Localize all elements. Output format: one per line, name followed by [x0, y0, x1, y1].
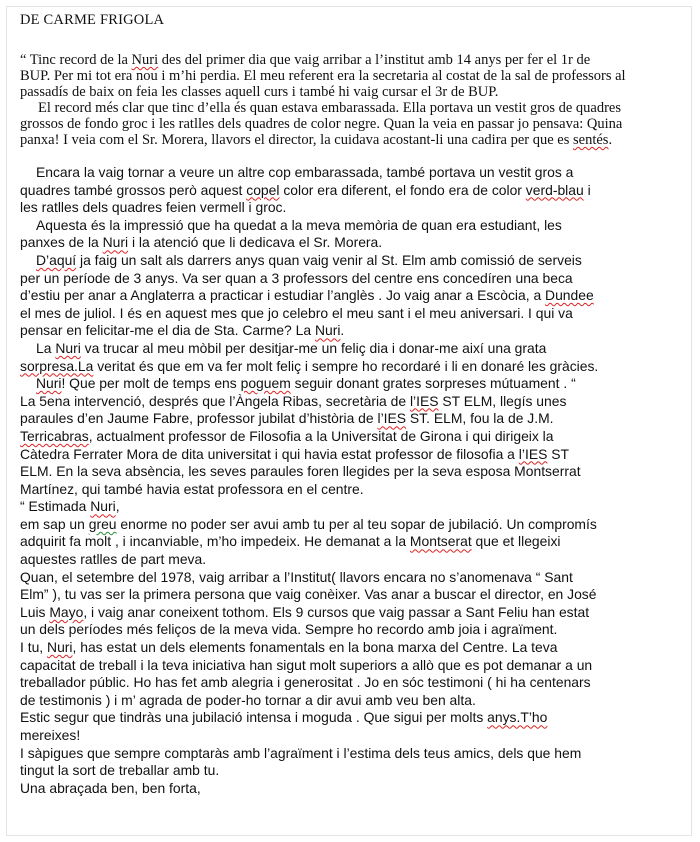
text-line: “ Tinc record de la Nuri des del primer dia que vaig arribar a l’institut amb 14 anys per fer el 1r de [20, 52, 591, 68]
spelling-flag: Nuri [55, 339, 81, 356]
text-line: BUP. Per mi tot era nou i m’hi perdia. El meu referent era la secretaria al costat de la sal de professors al [20, 68, 626, 84]
text-line: panxa! I veia com el Sr. Morera, llavors el director, la cuidava acostant-li una cadira per que es sentés. [20, 132, 613, 148]
spelling-flag: copel [246, 181, 280, 198]
text-line: passadís de baix on feia les classes aquell curs i també hi vaig cursar el 3r de BUP. [20, 84, 499, 100]
text-line: I sàpigues que sempre comptaràs amb l’agraïment i l’estima dels teus amics, dels que hem [20, 744, 582, 761]
text-line: La 5ena intervenció, després que l’Àngela Ribas, secretària de l’IES ST ELM, llegís unes [20, 392, 567, 409]
text-line: tingut la sort de treballar amb tu. [20, 762, 220, 779]
text-line: treballador públic. Ho has fet amb alegria i generositat . Jo en sóc testimoni ( hi ha centenars [20, 674, 591, 691]
text-line: les ratlles dels quadres feien vermell i groc. [20, 199, 287, 216]
text-line: Martínez, qui també havia estat professora en el centre. [20, 480, 364, 497]
text-line: “ Estimada Nuri, [20, 498, 120, 515]
text-line: panxes de la Nuri i la atenció que li dedicava el Sr. Morera. [20, 234, 383, 251]
spelling-flag: l’IES [377, 410, 407, 427]
spelling-flag: poguem [240, 375, 291, 392]
spelling-flag: Montserat [409, 533, 472, 550]
grammar-flag: greu [88, 515, 117, 532]
text-line: grossos de fondo groc i les ratlles dels quadres de color negre. Quan la veia en passar jo pensava: Quina [20, 116, 623, 132]
spelling-flag: sorpresa.La [20, 357, 94, 374]
text-line: d’estiu per anar a Anglaterra a practicar i estudiar l’anglès . Jo vaig anar a Escòcia, a Dundee [20, 287, 594, 304]
text-line: adquirit fa molt , i incanviable, m’ho impedeix. He demanat a la Montserat que et llegeixi [20, 533, 561, 550]
spelling-flag: Nuri [314, 322, 341, 339]
text-line: de testimonis ) i m’ agrada de poder-ho tornar a dir avui amb veu ben alta. [20, 691, 476, 708]
text-line: Luis Mayo, i vaig anar coneixent tothom. Els 9 cursos que vaig passar a Sant Feliu han estat [20, 603, 590, 620]
text-line: El record més clar que tinc d’ella és quan estava embarassada. Ella portava un vestit gros de quadres [38, 100, 621, 116]
spelling-flag: l’IES [409, 392, 439, 409]
spelling-flag: l’IES [518, 445, 548, 462]
text-line: sorpresa.La veritat és que em va fer molt feliç i sempre ho recordaré i li en donaré les gràcies. [20, 357, 599, 374]
text-line: Elm” ), tu vas ser la primera persona que vaig conèixer. Vas anar a buscar el director, en José [20, 586, 597, 603]
text-line: em sap un greu enorme no poder ser avui amb tu per al teu sopar de jubilació. Un compromís [20, 515, 597, 532]
text-line: Nuri! Que per molt de temps ens poguem seguir donant grates sorpreses mútuament . “ [36, 375, 576, 392]
spelling-flag: Mayo [49, 603, 84, 620]
text-line: aquestes ratlles de part meva. [20, 551, 207, 568]
sans-paragraphs [20, 164, 686, 797]
spelling-flag: Terricabras [20, 427, 89, 444]
document-heading: DE CARME FRIGOLA [20, 12, 165, 28]
text-line: quadres també grossos però aquest copel color era diferent, el fondo era de color verd-blau i [20, 181, 591, 198]
text-line: un dels períodes més feliços de la meva vida. Sempre ho recordo amb joia i agraïment. [20, 621, 558, 638]
text-line: mereixes! [20, 727, 81, 743]
spelling-flag: D’aquí [36, 251, 77, 268]
spelling-flag: Nuri [90, 498, 116, 515]
text-line: Càtedra Ferrater Mora de dita universitat i qui havia estat professor de filosofia a l’IES ST [20, 445, 569, 462]
text-line: per un període de 3 anys. Va ser quan a 3 professors del centre ens concedíren una beca [20, 269, 573, 286]
text-line: Aquesta és la impressió que ha quedat a la meva memòria de quan era estudiant, les [36, 216, 562, 233]
spelling-flag: Nuri [102, 234, 129, 251]
spelling-flag: Dundee [545, 287, 594, 304]
text-line: Una abraçada ben, ben forta, [20, 779, 201, 796]
spelling-flag: verd-blau [525, 181, 584, 198]
text-line: paraules d’en Jaume Fabre, professor jubilat d’història de l’IES ST. ELM, fou la de J.M. [20, 410, 554, 427]
spelling-flag: Nuri [47, 639, 73, 656]
text-line: el mes de juliol. I és en aquest mes que jo celebro el meu sant i el meu aniversari. I qui va [20, 304, 573, 321]
serif-paragraphs [20, 52, 686, 148]
text-line: La Nuri va trucar al meu mòbil per desitjar-me un feliç dia i donar-me així una grata [36, 339, 547, 356]
text-line: Terricabras, actualment professor de Filosofia a la Universitat de Girona i qui dirigeix la [20, 427, 554, 444]
spelling-flag: sentés [573, 132, 609, 148]
text-line: I tu, Nuri, has estat un dels elements fonamentals en la bona marxa del Centre. La teva [20, 639, 558, 656]
spelling-flag: Nuri [36, 375, 62, 392]
text-line: D’aquí ja faig un salt als darrers anys quan vaig venir al St. Elm amb comissió de serveis [36, 251, 582, 268]
text-line: pensar en felicitar-me el dia de Sta. Carme? La Nuri. [20, 322, 345, 339]
text-line: Quan, el setembre del 1978, vaig arribar a l’Institut( llavors encara no s’anomenava “ Sant [20, 568, 573, 585]
text-line: ELM. En la seva absència, les seves paraules foren llegides per la seva esposa Montserrat [20, 463, 581, 480]
text-line: Estic segur que tindràs una jubilació intensa i moguda . Que sigui per molts anys.T’ho [20, 709, 548, 726]
text-line: Encara la vaig tornar a veure un altre cop embarassada, també portava un vestit gros a [36, 164, 574, 180]
spelling-flag: anys.T’ho [487, 709, 548, 726]
spelling-flag: Nuri [131, 52, 159, 68]
text-line: capacitat de treball i la teva iniciativa han sigut molt superiors a allò que es pot demanar a un [20, 656, 593, 673]
